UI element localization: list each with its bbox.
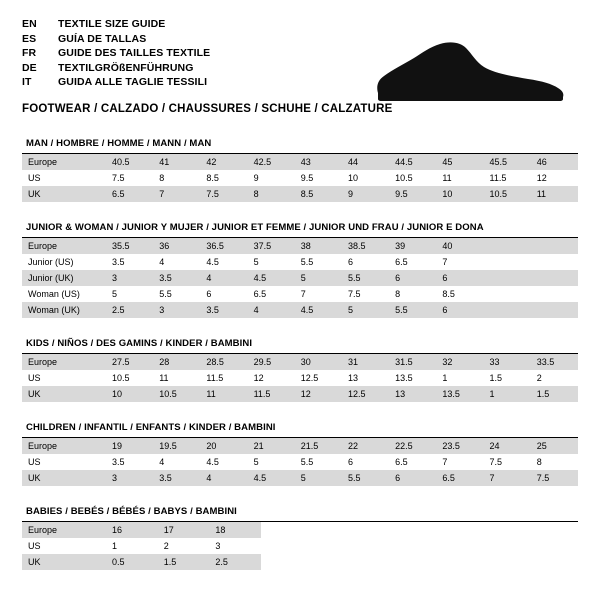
table-cell: 12 xyxy=(536,173,547,183)
language-row xyxy=(22,18,210,33)
language-row xyxy=(22,33,210,48)
table-cell: 6 xyxy=(347,457,353,467)
table-cell: 10.5 xyxy=(484,186,531,202)
table-cell: 4.5 xyxy=(206,457,219,467)
language-code: ES xyxy=(22,32,37,45)
table-row xyxy=(22,554,261,570)
table-cell: 1 xyxy=(112,541,118,551)
table-cell: 21 xyxy=(248,438,295,454)
row-label: Europe xyxy=(22,438,106,454)
table-cell: 6 xyxy=(389,470,436,486)
table-cell: 4.5 xyxy=(248,270,295,286)
table-babies xyxy=(22,522,261,570)
page-title: FOOTWEAR / CALZADO / CHAUSSURES / SCHUHE / CALZATURE xyxy=(22,102,393,115)
table-title: BABIES / BEBÉS / BÉBÉS / BABYS / BAMBINI xyxy=(22,506,578,522)
table-cell: 6 xyxy=(206,289,212,299)
table-cell: 1.5 xyxy=(489,373,503,383)
table-cell: 7 xyxy=(442,457,448,467)
table-cell: 11 xyxy=(200,386,247,402)
table-cell: 5 xyxy=(295,470,342,486)
language-row xyxy=(22,76,210,91)
table-cell: 4.5 xyxy=(206,257,219,267)
table-cell: 11 xyxy=(442,173,452,183)
table-cell-empty xyxy=(484,286,531,302)
table-cell: 17 xyxy=(158,522,210,538)
table-row xyxy=(22,270,578,286)
table-cell: 46 xyxy=(531,154,578,170)
table-cell: 2 xyxy=(536,373,542,383)
table-cell: 11.5 xyxy=(206,373,224,383)
table-cell: 16 xyxy=(106,522,158,538)
table-row xyxy=(22,286,578,302)
table-cell: 10.5 xyxy=(112,373,130,383)
table-cell: 12 xyxy=(253,373,264,383)
table-cell: 4 xyxy=(159,457,165,467)
table-cell: 0.5 xyxy=(106,554,158,570)
table-title: CHILDREN / INFANTIL / ENFANTS / KINDER / BAMBINI xyxy=(22,422,578,438)
table-cell: 36 xyxy=(153,238,200,254)
row-label: Woman (UK) xyxy=(22,302,106,318)
table-cell: 5.5 xyxy=(389,302,436,318)
table-cell: 33.5 xyxy=(531,354,578,370)
document-header xyxy=(22,18,578,118)
table-cell: 41 xyxy=(153,154,200,170)
table-row xyxy=(22,470,578,486)
table-cell: 7 xyxy=(300,289,306,299)
table-children xyxy=(22,438,578,486)
table-cell: 6.5 xyxy=(395,457,408,467)
table-cell: 32 xyxy=(436,354,483,370)
table-cell: 21.5 xyxy=(295,438,342,454)
table-cell: 44 xyxy=(342,154,389,170)
language-list xyxy=(22,18,210,91)
table-cell: 28.5 xyxy=(200,354,247,370)
table-cell: 7 xyxy=(153,186,200,202)
table-cell: 6.5 xyxy=(436,470,483,486)
table-cell: 13.5 xyxy=(436,386,483,402)
table-cell: 9 xyxy=(342,186,389,202)
table-row xyxy=(22,186,578,202)
table-cell: 39 xyxy=(389,238,436,254)
language-code: EN xyxy=(22,18,37,30)
table-cell: 10 xyxy=(106,386,153,402)
table-cell: 44.5 xyxy=(389,154,436,170)
table-cell: 4 xyxy=(248,302,295,318)
table-cell: 5.5 xyxy=(342,270,389,286)
table-cell: 7 xyxy=(484,470,531,486)
table-cell: 3.5 xyxy=(112,257,125,267)
table-cell: 1 xyxy=(442,373,448,383)
table-cell: 11.5 xyxy=(248,386,295,402)
table-cell: 30 xyxy=(295,354,342,370)
table-cell: 5.5 xyxy=(159,289,172,299)
table-cell: 25 xyxy=(531,438,578,454)
table-cell: 2 xyxy=(163,541,169,551)
table-cell: 45.5 xyxy=(484,154,531,170)
table-cell-empty xyxy=(531,286,578,302)
table-cell: 5 xyxy=(112,289,118,299)
table-cell: 36.5 xyxy=(200,238,247,254)
table-cell: 10 xyxy=(436,186,483,202)
row-label: Woman (US) xyxy=(28,289,80,299)
row-label: US xyxy=(28,173,41,183)
row-label: Europe xyxy=(22,354,106,370)
table-cell: 10.5 xyxy=(153,386,200,402)
table-cell: 3.5 xyxy=(112,457,125,467)
table-cell: 19 xyxy=(106,438,153,454)
row-label: Junior (US) xyxy=(28,257,74,267)
table-cell: 13.5 xyxy=(395,373,413,383)
language-title: GUIDA ALLE TAGLIE TESSILI xyxy=(58,76,208,88)
table-row xyxy=(22,386,578,402)
table-cell: 13 xyxy=(389,386,436,402)
row-label: UK xyxy=(22,554,106,570)
table-cell: 29.5 xyxy=(248,354,295,370)
language-title: GUÍA DE TALLAS xyxy=(58,32,147,45)
table-cell: 22.5 xyxy=(389,438,436,454)
table-cell: 27.5 xyxy=(106,354,153,370)
table-cell-empty xyxy=(531,302,578,318)
table-cell: 8 xyxy=(159,173,165,183)
table-row xyxy=(22,302,578,318)
table-cell-empty xyxy=(531,238,578,254)
table-cell: 3.5 xyxy=(153,270,200,286)
row-label: Europe xyxy=(22,238,106,254)
table-row xyxy=(22,354,578,370)
language-code: FR xyxy=(22,47,37,59)
table-cell: 3.5 xyxy=(200,302,247,318)
table-row xyxy=(22,254,578,270)
table-cell: 6 xyxy=(436,270,483,286)
table-cell: 13 xyxy=(347,373,358,383)
table-cell: 12.5 xyxy=(342,386,389,402)
row-label: US xyxy=(28,457,41,467)
language-title: GUIDE DES TAILLES TEXTILE xyxy=(58,47,211,59)
dress-shoe-icon xyxy=(370,36,570,106)
table-cell-empty xyxy=(484,270,531,286)
table-row xyxy=(22,154,578,170)
table-cell: 3 xyxy=(106,270,153,286)
table-cell: 40.5 xyxy=(106,154,153,170)
table-cell: 5 xyxy=(295,270,342,286)
table-cell: 11 xyxy=(159,373,169,383)
table-cell: 7 xyxy=(442,257,448,267)
table-cell: 5.5 xyxy=(342,470,389,486)
table-cell: 42 xyxy=(200,154,247,170)
size-table-children xyxy=(22,422,578,486)
table-cell: 7.5 xyxy=(531,470,578,486)
table-row xyxy=(22,522,261,538)
table-cell: 1.5 xyxy=(158,554,210,570)
table-cell: 6.5 xyxy=(395,257,408,267)
table-cell: 40 xyxy=(436,238,483,254)
table-cell: 8 xyxy=(536,457,542,467)
table-cell: 33 xyxy=(484,354,531,370)
table-cell: 8 xyxy=(248,186,295,202)
table-cell: 6.5 xyxy=(106,186,153,202)
table-cell: 24 xyxy=(484,438,531,454)
table-cell: 42.5 xyxy=(248,154,295,170)
table-cell: 8.5 xyxy=(206,173,219,183)
table-cell: 35.5 xyxy=(106,238,153,254)
table-cell: 8.5 xyxy=(295,186,342,202)
table-cell: 19.5 xyxy=(153,438,200,454)
table-cell: 20 xyxy=(200,438,247,454)
table-cell: 5.5 xyxy=(300,257,314,267)
table-cell: 5.5 xyxy=(300,457,314,467)
language-list-body xyxy=(22,18,210,91)
table-cell: 9.5 xyxy=(300,173,314,183)
table-cell-empty xyxy=(484,254,531,270)
table-row xyxy=(22,238,578,254)
row-label: UK xyxy=(22,470,106,486)
table-cell: 1 xyxy=(484,386,531,402)
table-row xyxy=(22,370,578,386)
table-cell: 23.5 xyxy=(436,438,483,454)
table-cell: 7.5 xyxy=(347,289,361,299)
table-row xyxy=(22,538,261,554)
table-cell: 10.5 xyxy=(395,173,413,183)
row-label: Europe xyxy=(22,154,106,170)
table-title: JUNIOR & WOMAN / JUNIOR Y MUJER / JUNIOR ET FEMME / JUNIOR UND FRAU / JUNIOR E DONA xyxy=(22,222,578,238)
table-cell: 9.5 xyxy=(389,186,436,202)
table-row xyxy=(22,438,578,454)
table-cell: 4 xyxy=(200,470,247,486)
table-cell: 5 xyxy=(253,257,259,267)
table-cell: 3 xyxy=(153,302,200,318)
table-cell: 3 xyxy=(106,470,153,486)
table-cell: 9 xyxy=(253,173,259,183)
table-cell: 28 xyxy=(153,354,200,370)
language-row xyxy=(22,62,210,77)
row-label: US xyxy=(28,373,41,383)
table-cell: 4.5 xyxy=(248,470,295,486)
table-cell: 45 xyxy=(436,154,483,170)
row-label: UK xyxy=(22,186,106,202)
size-table-man xyxy=(22,138,578,202)
table-cell-empty xyxy=(484,302,531,318)
table-row xyxy=(22,454,578,470)
table-man xyxy=(22,154,578,202)
table-junior-woman xyxy=(22,238,578,318)
table-cell: 11 xyxy=(531,186,578,202)
table-title: KIDS / NIÑOS / DES GAMINS / KINDER / BAMBINI xyxy=(22,338,578,354)
table-cell: 7.5 xyxy=(112,173,125,183)
table-cell: 12 xyxy=(295,386,342,402)
table-row xyxy=(22,170,578,186)
table-cell: 18 xyxy=(209,522,261,538)
table-cell: 4 xyxy=(159,257,165,267)
language-code: DE xyxy=(22,61,37,74)
row-label: UK xyxy=(22,386,106,402)
table-cell: 2.5 xyxy=(106,302,153,318)
size-table-junior-woman xyxy=(22,222,578,318)
table-cell: 6 xyxy=(389,270,436,286)
table-cell: 7.5 xyxy=(489,457,503,467)
table-cell-empty xyxy=(484,238,531,254)
table-kids xyxy=(22,354,578,402)
table-cell: 12.5 xyxy=(300,373,319,383)
table-cell: 31.5 xyxy=(389,354,436,370)
table-cell: 38.5 xyxy=(342,238,389,254)
table-cell: 38 xyxy=(295,238,342,254)
table-cell: 3 xyxy=(215,541,221,551)
table-cell: 4 xyxy=(200,270,247,286)
row-label: Junior (UK) xyxy=(22,270,106,286)
table-cell: 5 xyxy=(253,457,259,467)
table-cell-empty xyxy=(531,254,578,270)
language-title: TEXTILE SIZE GUIDE xyxy=(58,18,166,30)
language-title: TEXTILGRÖßENFÜHRUNG xyxy=(58,61,194,74)
row-label: US xyxy=(28,541,41,551)
table-cell: 6 xyxy=(347,257,353,267)
language-code: IT xyxy=(22,76,32,88)
row-label: Europe xyxy=(22,522,106,538)
table-cell: 5 xyxy=(342,302,389,318)
table-cell: 4.5 xyxy=(295,302,342,318)
table-cell: 1.5 xyxy=(531,386,578,402)
table-cell: 37.5 xyxy=(248,238,295,254)
table-cell: 8 xyxy=(395,289,401,299)
table-cell: 31 xyxy=(342,354,389,370)
table-cell-empty xyxy=(531,270,578,286)
size-table-babies xyxy=(22,506,578,570)
table-cell: 2.5 xyxy=(209,554,261,570)
table-cell: 11.5 xyxy=(489,173,507,183)
table-cell: 6.5 xyxy=(253,289,267,299)
table-cell: 7.5 xyxy=(200,186,247,202)
language-row xyxy=(22,47,210,62)
table-cell: 22 xyxy=(342,438,389,454)
size-table-kids xyxy=(22,338,578,402)
table-cell: 10 xyxy=(347,173,358,183)
table-cell: 6 xyxy=(436,302,483,318)
table-cell: 43 xyxy=(295,154,342,170)
table-title: MAN / HOMBRE / HOMME / MANN / MAN xyxy=(22,138,578,154)
footer-spacer xyxy=(22,570,578,584)
table-cell: 3.5 xyxy=(153,470,200,486)
table-cell: 8.5 xyxy=(442,289,455,299)
